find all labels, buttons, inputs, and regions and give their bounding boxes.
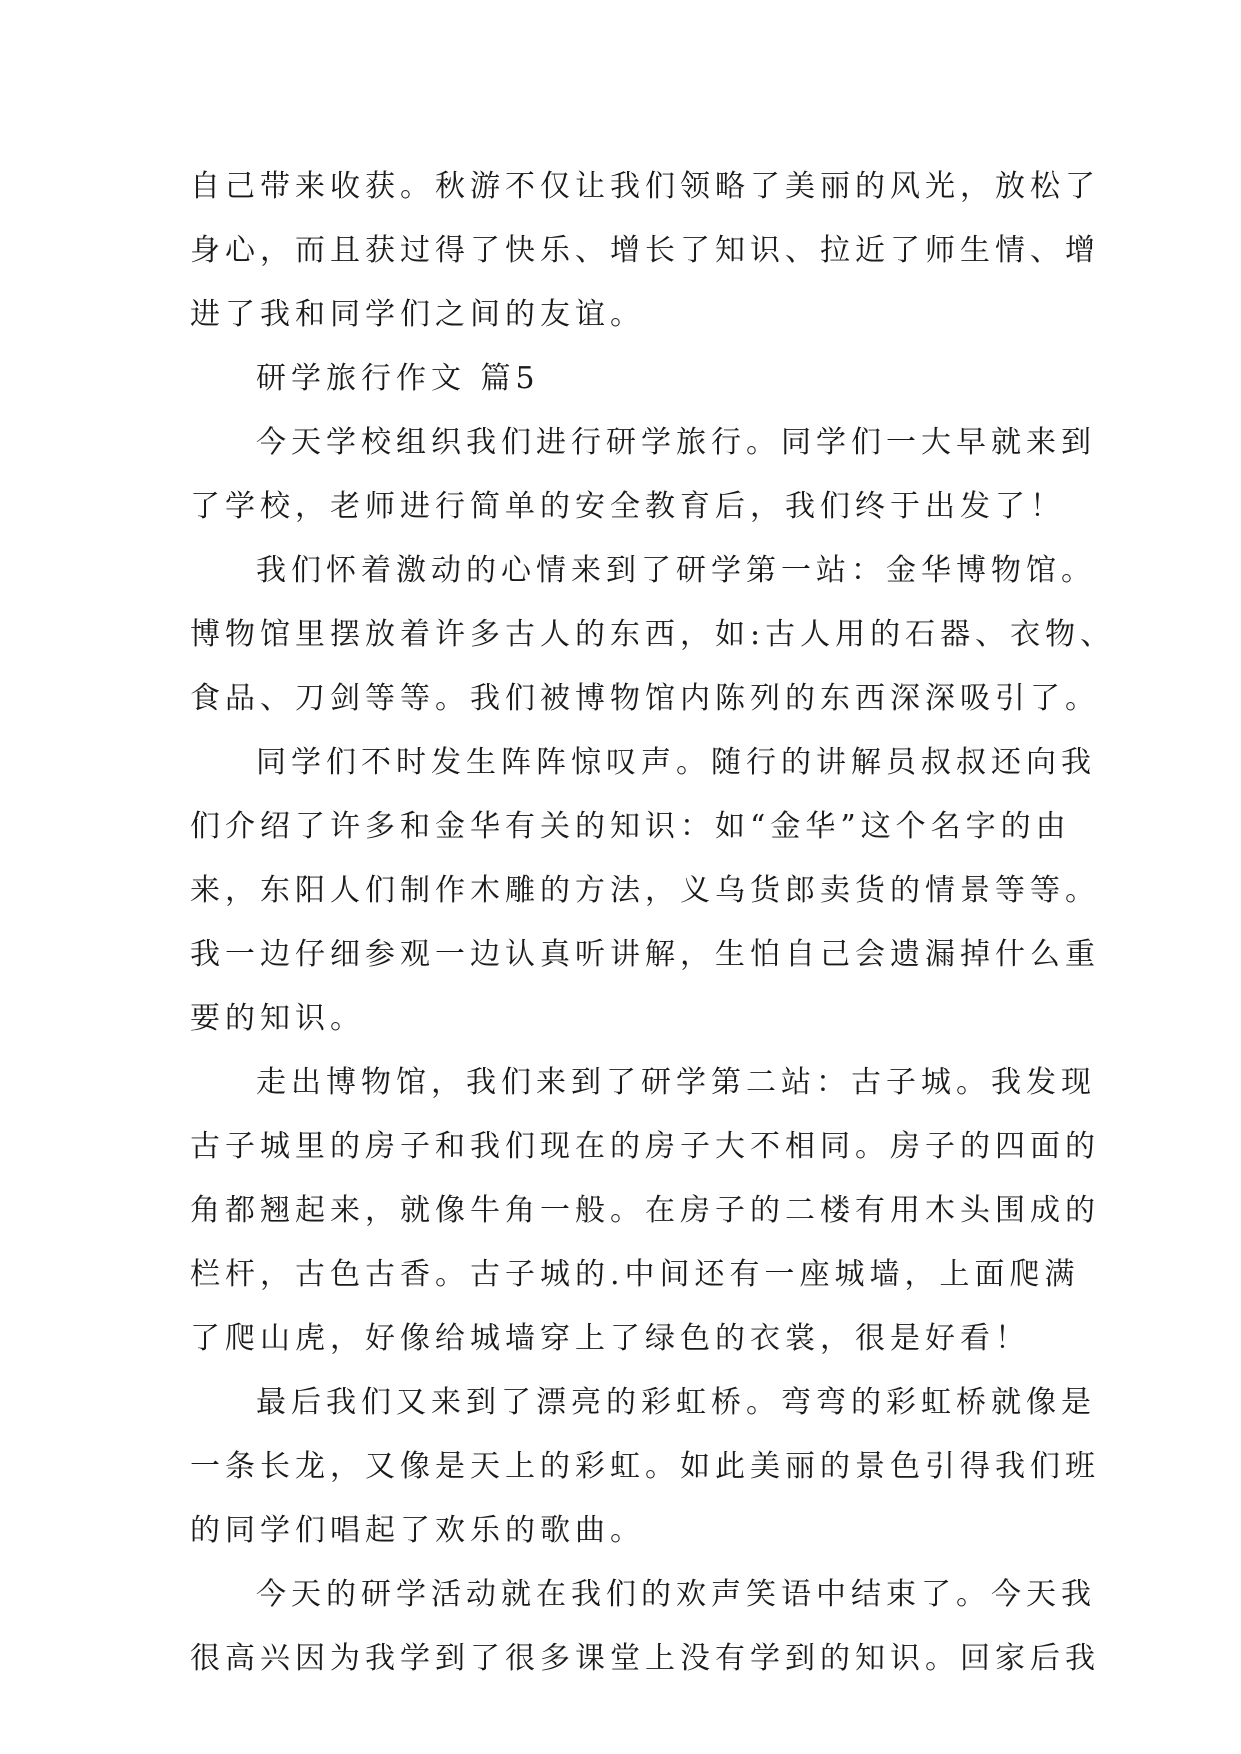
text-line: 今天学校组织我们进行研学旅行。同学们一大早就来到 xyxy=(256,425,1096,460)
text-line: 自己带来收获。秋游不仅让我们领略了美丽的风光，放松了 xyxy=(190,169,1100,204)
text-line: 栏杆，古色古香。古子城的.中间还有一座城墙，上面爬满 xyxy=(190,1257,1080,1292)
text-line: 了学校，老师进行简单的安全教育后，我们终于出发了！ xyxy=(190,489,1065,524)
text-line: 走出博物馆，我们来到了研学第二站：古子城。我发现 xyxy=(256,1065,1096,1100)
text-line: 了爬山虎，好像给城墙穿上了绿色的衣裳，很是好看！ xyxy=(190,1321,1030,1356)
text-line: 同学们不时发生阵阵惊叹声。随行的讲解员叔叔还向我 xyxy=(256,745,1096,780)
text-line: 一条长龙，又像是天上的彩虹。如此美丽的景色引得我们班 xyxy=(190,1449,1100,1484)
text-line: 最后我们又来到了漂亮的彩虹桥。弯弯的彩虹桥就像是 xyxy=(256,1385,1096,1420)
text-line: 我们怀着激动的心情来到了研学第一站：金华博物馆。 xyxy=(256,553,1096,588)
text-line: 食品、刀剑等等。我们被博物馆内陈列的东西深深吸引了。 xyxy=(190,681,1100,716)
text-line: 进了我和同学们之间的友谊。 xyxy=(190,297,645,332)
document-body xyxy=(190,155,1116,1691)
text-line: 们介绍了许多和金华有关的知识：如“金华”这个名字的由 xyxy=(190,809,1071,844)
text-line: 很高兴因为我学到了很多课堂上没有学到的知识。回家后我 xyxy=(190,1641,1100,1676)
text-line: 角都翘起来，就像牛角一般。在房子的二楼有用木头围成的 xyxy=(190,1193,1100,1228)
text-line: 要的知识。 xyxy=(190,1001,365,1036)
text-line: 来，东阳人们制作木雕的方法，义乌货郎卖货的情景等等。 xyxy=(190,873,1100,908)
text-line: 研学旅行作文 篇5 xyxy=(256,361,540,396)
text-line: 的同学们唱起了欢乐的歌曲。 xyxy=(190,1513,645,1548)
text-line: 古子城里的房子和我们现在的房子大不相同。房子的四面的 xyxy=(190,1129,1100,1164)
text-line: 我一边仔细参观一边认真听讲解，生怕自己会遗漏掉什么重 xyxy=(190,937,1100,972)
text-line: 博物馆里摆放着许多古人的东西，如:古人用的石器、衣物、 xyxy=(190,617,1116,652)
text-line: 身心，而且获过得了快乐、增长了知识、拉近了师生情、增 xyxy=(190,233,1100,268)
text-line: 今天的研学活动就在我们的欢声笑语中结束了。今天我 xyxy=(256,1577,1096,1612)
